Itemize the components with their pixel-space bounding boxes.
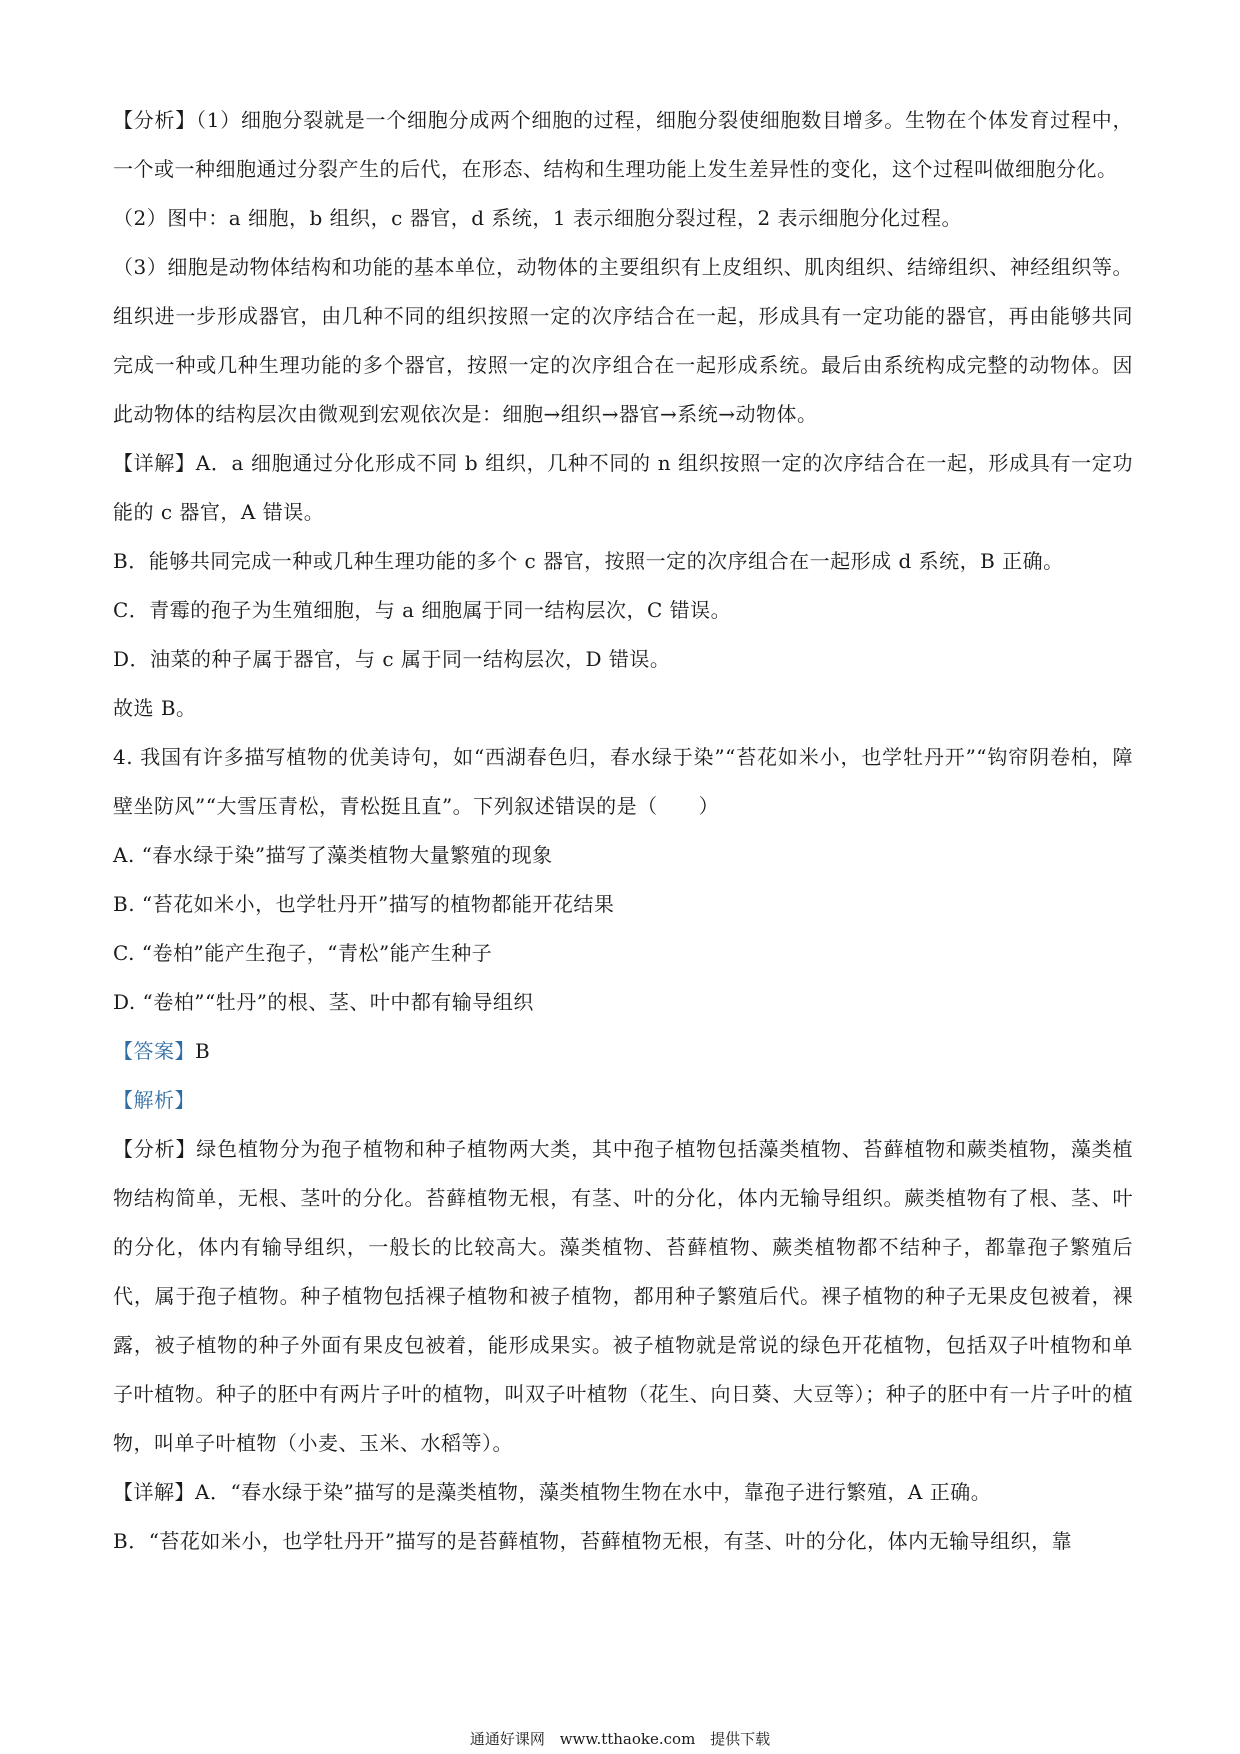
section-label: 【分析】 (113, 108, 197, 132)
paragraph-choose (113, 684, 1133, 733)
section-label: 【分析】 (113, 1137, 197, 1161)
document-body (113, 96, 1133, 1566)
paragraph-analysis-3 (113, 243, 1133, 439)
option-text: C. “卷柏”能产生孢子，“青松”能产生种子 (113, 941, 493, 965)
answer-value: B (195, 1039, 211, 1063)
section-label: 【详解】 (113, 1480, 195, 1504)
footer-site-name: 通通好课网 (469, 1730, 545, 1748)
paragraph-text: B．“苔花如米小，也学牡丹开”描写的是苔藓植物，苔藓植物无根，有茎、叶的分化，体内无输导组织，靠 (113, 1529, 1073, 1553)
option-a (113, 831, 1133, 880)
answer-label: 【答案】 (113, 1039, 195, 1063)
paragraph-text: D．油菜的种子属于器官，与 c 属于同一结构层次，D 错误。 (113, 647, 671, 671)
option-d (113, 978, 1133, 1027)
paragraph-detail-d (113, 635, 1133, 684)
paragraph-analysis-q4 (113, 1125, 1133, 1468)
explanation-heading (113, 1076, 1133, 1125)
paragraph-analysis-2 (113, 194, 1133, 243)
paragraph-detail-q4-b (113, 1517, 1133, 1566)
paragraph-analysis-1 (113, 96, 1133, 194)
option-b (113, 880, 1133, 929)
paragraph-text: 故选 B。 (113, 696, 197, 720)
option-text: B. “苔花如米小，也学牡丹开”描写的植物都能开花结果 (113, 892, 615, 916)
page-footer (0, 1728, 1240, 1749)
footer-note: 提供下载 (710, 1730, 771, 1748)
paragraph-text: （1）细胞分裂就是一个细胞分成两个细胞的过程，细胞分裂使细胞数目增多。生物在个体发育过程中，一个或一种细胞通过分裂产生的后代，在形态、结构和生理功能上发生差异性的变化，这个过程叫做细胞分化。 (113, 108, 1134, 181)
paragraph-detail-q4-a (113, 1468, 1133, 1517)
question-4 (113, 733, 1133, 831)
paragraph-text: A．a 细胞通过分化形成不同 b 组织，几种不同的 n 组织按照一定的次序结合在一起，形成具有一定功能的 c 器官，A 错误。 (113, 451, 1133, 524)
paragraph-detail-a (113, 439, 1133, 537)
paragraph-text: 绿色植物分为孢子植物和种子植物两大类，其中孢子植物包括藻类植物、苔藓植物和蕨类植物，藻类植物结构简单，无根、茎叶的分化。苔藓植物无根，有茎、叶的分化，体内无输导组织。蕨类植物有了根、茎、叶的分化，体内有输导组织，一般长的比较高大。藻类植物、苔藓植物、蕨类植物都不结种子，都靠孢子繁殖后代，属于孢子植物。种子植物包括裸子植物和被子植物，都用种子繁殖后代。裸子植物的种子无果皮包被着，裸露，被子植物的种子外面有果皮包被着，能形成果实。被子植物就是常说的绿色开花植物，包括双子叶植物和单子叶植物。种子的胚中有两片子叶的植物，叫双子叶植物（花生、向日葵、大豆等）；种子的胚中有一片子叶的植物，叫单子叶植物（小麦、玉米、水稻等）。 (113, 1137, 1134, 1455)
paragraph-text: （3）细胞是动物体结构和功能的基本单位，动物体的主要组织有上皮组织、肌肉组织、结缔组织、神经组织等。组织进一步形成器官，由几种不同的组织按照一定的次序结合在一起，形成具有一定功能的器官，再由能够共同完成一种或几种生理功能的多个器官，按照一定的次序组合在一起形成系统。最后由系统构成完整的动物体。因此动物体的结构层次由微观到宏观依次是：细胞→组织→器官→系统→动物体。 (113, 255, 1133, 426)
explanation-label: 【解析】 (113, 1088, 195, 1112)
paragraph-detail-c (113, 586, 1133, 635)
paragraph-text: （2）图中：a 细胞，b 组织，c 器官，d 系统，1 表示细胞分裂过程，2 表示细胞分化过程。 (113, 206, 963, 230)
section-label: 【详解】 (113, 451, 196, 475)
option-c (113, 929, 1133, 978)
answer-line (113, 1027, 1133, 1076)
paragraph-detail-b (113, 537, 1133, 586)
paragraph-text: B．能够共同完成一种或几种生理功能的多个 c 器官，按照一定的次序组合在一起形成 d 系统，B 正确。 (113, 549, 1064, 573)
paragraph-text: A．“春水绿于染”描写的是藻类植物，藻类植物生物在水中，靠孢子进行繁殖，A 正确。 (195, 1480, 992, 1504)
option-text: D. “卷柏”“牡丹”的根、茎、叶中都有输导组织 (113, 990, 534, 1014)
footer-url[interactable]: www.tthaoke.com (559, 1730, 696, 1748)
option-text: A. “春水绿于染”描写了藻类植物大量繁殖的现象 (113, 843, 553, 867)
paragraph-text: C．青霉的孢子为生殖细胞，与 a 细胞属于同一结构层次，C 错误。 (113, 598, 732, 622)
question-text: 4. 我国有许多描写植物的优美诗句，如“西湖春色归，春水绿于染”“苔花如米小，也学牡丹开”“钩帘阴卷柏，障壁坐防风”“大雪压青松，青松挺且直”。下列叙述错误的是（ ） (113, 745, 1133, 818)
